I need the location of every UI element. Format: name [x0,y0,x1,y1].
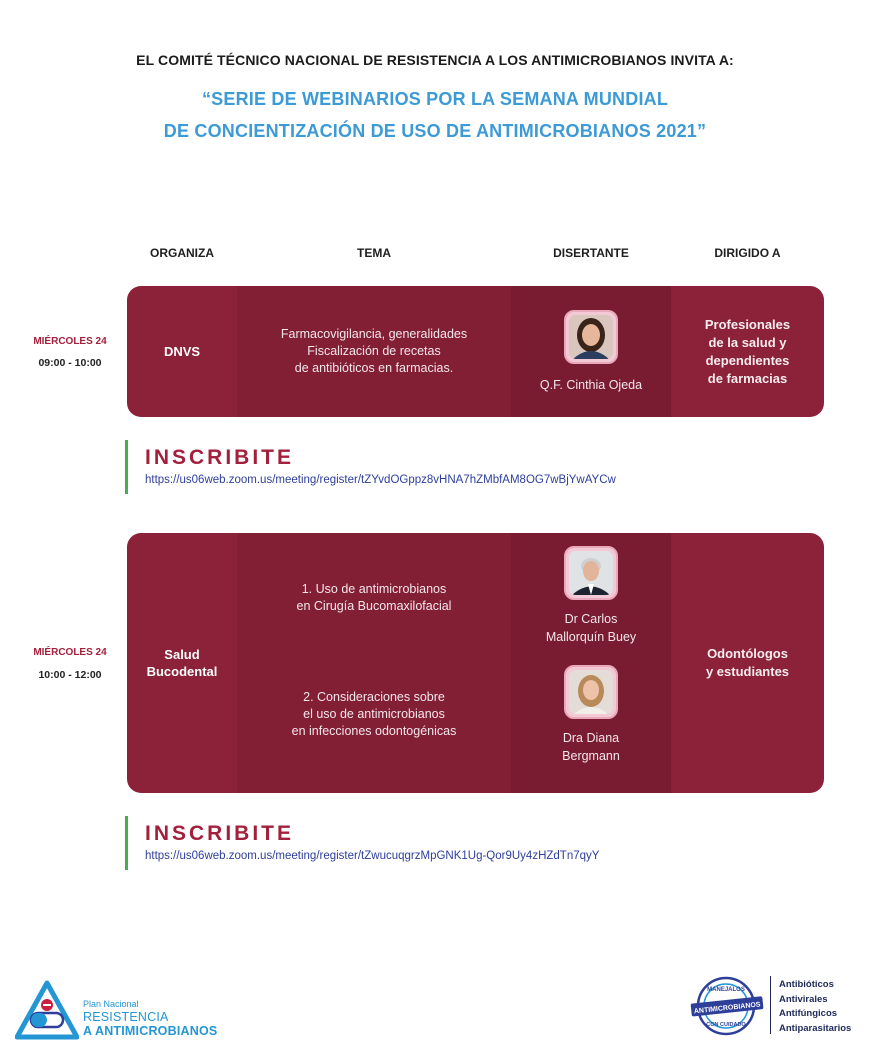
organizer-cell [127,533,237,793]
column-header-dirigido: DIRIGIDO A [714,246,781,260]
organizer-name: Bucodental [146,664,218,679]
session-card [127,533,824,793]
antimicrobianos-badge-icon [690,974,766,1038]
plan-nacional-text [83,999,217,1038]
speaker-portrait-icon [569,551,613,595]
drug-class-item: Antifúngicos [779,1008,838,1019]
organizer-cell [127,286,237,417]
register-link[interactable]: https://us06web.zoom.us/meeting/register/tZYvdOGppz8vHNA7hZMbfAM8OG7wBjYwAYCw [145,474,616,486]
speaker-cell [511,533,671,793]
speaker-photo [564,310,618,364]
badge-mid-text: ANTIMICROBIANOS [693,1001,761,1016]
cta-accent-bar [125,440,128,494]
drug-class-item: Antiparasitarios [779,1022,852,1034]
speaker-name [546,610,636,646]
topic-line: de antibióticos en farmacias. [294,361,454,375]
plan-nacional-logo [15,979,245,1043]
plan-label: Plan Nacional [83,999,139,1009]
topic-line: 2. Consideraciones sobre [303,690,445,704]
badge-top-text: MANEJALOS [707,987,745,993]
session-card [127,286,824,417]
speaker-photo [564,546,618,600]
session-time: 10:00 - 12:00 [38,669,102,681]
antimicrobianos-badge-block [690,974,860,1040]
drug-class-list [779,978,851,1036]
topic-line: en Cirugía Bucomaxilofacial [296,599,452,613]
audience-line: y estudiantes [705,664,790,679]
topic-cell [237,286,511,417]
plan-line-2: A ANTIMICROBIANOS [83,1024,218,1038]
speaker-name-line: Mallorquín Buey [545,630,637,644]
warning-triangle-icon [15,979,79,1043]
topic-line: el uso de antimicrobianos [303,707,445,721]
webinar-title-line-2: DE CONCIENTIZACIÓN DE USO DE ANTIMICROBIANOS 2021” [163,121,707,141]
audience-line: Odontólogos [707,646,788,661]
speaker-name-line: Dra Diana [562,731,620,745]
organizer-name: DNVS [163,344,201,359]
audience-line: de la salud y [708,334,787,350]
drug-class-item: Antivirales [779,993,828,1005]
audience-line: dependientes [705,352,790,368]
speaker-cell [511,286,671,417]
topic-cell [237,533,511,793]
topic-line: 1. Uso de antimicrobianos [301,582,447,596]
webinar-title-line-1: “SERIE DE WEBINARIOS POR LA SEMANA MUNDIAL [201,89,669,109]
topic-line: Fiscalización de recetas [307,344,441,358]
session-day: MIÉRCOLES 24 [33,647,107,658]
register-link[interactable]: https://us06web.zoom.us/meeting/register/tZwucuqgrzMpGNK1Ug-Qor9Uy4zHZdTn7qyY [145,850,600,862]
drug-class-item: Antibióticos [779,979,834,990]
footer-divider [770,976,771,1034]
speaker-portrait-icon [569,315,613,359]
speaker-name: Q.F. Cinthia Ojeda [539,377,643,392]
cta-accent-bar [125,816,128,870]
speaker-portrait-icon [569,670,613,714]
invitation-line: EL COMITÉ TÉCNICO NACIONAL DE RESISTENCIA A LOS ANTIMICROBIANOS INVITA A: [136,52,734,68]
topic-line: Farmacovigilancia, generalidades [280,327,468,341]
speaker-name-line: Bergmann [562,749,620,763]
column-header-organiza: ORGANIZA [150,246,214,260]
audience-line: Profesionales [704,316,791,332]
topic-line: en infecciones odontogénicas [291,724,457,738]
speaker-photo [564,665,618,719]
badge-bottom-text: CON CUIDADO [706,1022,746,1028]
organizer-name: Salud [164,647,200,662]
column-header-disertante: DISERTANTE [553,246,629,260]
audience-cell [671,286,824,417]
session-day: MIÉRCOLES 24 [33,336,107,347]
topic-block [297,581,452,615]
audience-cell [671,533,824,793]
register-heading: INSCRIBITE [145,446,295,469]
audience-line: de farmacias [707,370,788,386]
plan-line-1: RESISTENCIA [83,1010,169,1024]
topic-block [292,689,457,740]
speaker-name-line: Dr Carlos [564,612,618,626]
speaker-name [562,729,620,765]
session-time: 09:00 - 10:00 [38,357,102,369]
column-header-tema: TEMA [357,246,391,260]
register-heading: INSCRIBITE [145,822,295,845]
